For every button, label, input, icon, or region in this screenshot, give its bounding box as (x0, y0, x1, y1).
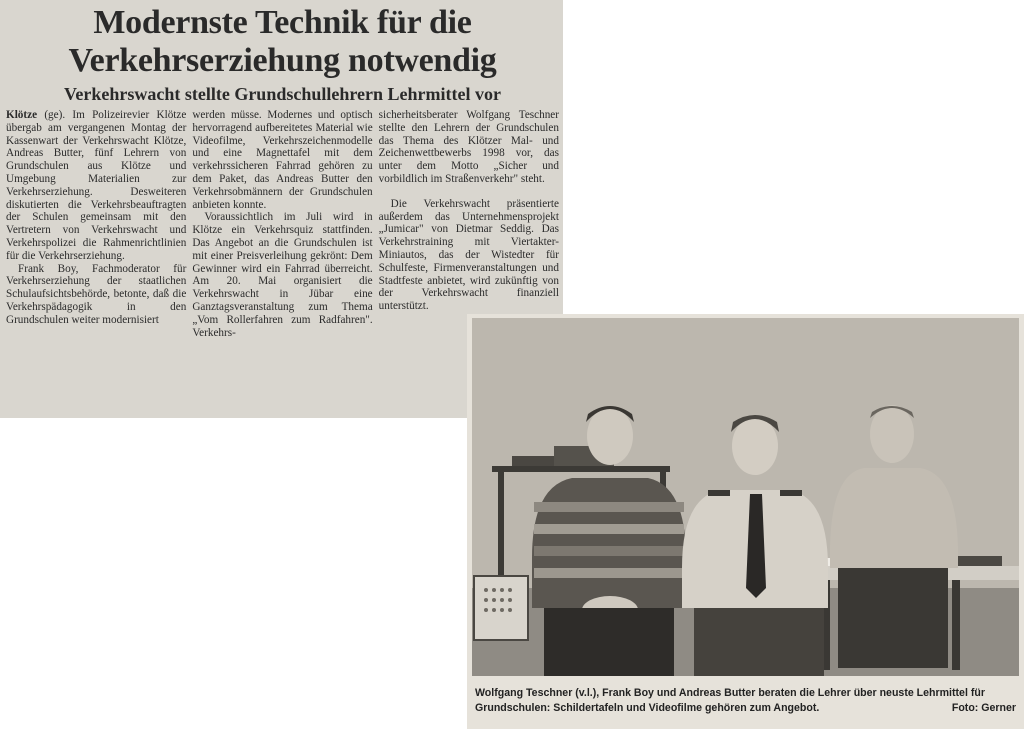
photo-block (467, 314, 1024, 729)
photo-illustration (472, 318, 1019, 676)
article-column-3 (379, 109, 559, 339)
news-photo (472, 318, 1019, 676)
photo-caption (472, 686, 1019, 716)
headline-line-2: Verkehrserziehung notwendig (68, 42, 497, 79)
article-column-1 (6, 109, 186, 339)
article-column-2 (192, 109, 372, 339)
paragraph: Frank Boy, Fachmoderator für Verkehrserziehung der staatlichen Schulaufsichtsbehörde, betonte, daß die Verkehrspädagogik in den Grundschulen weiter modernisiert (6, 262, 187, 326)
subheadline: Verkehrswacht stellte Grundschullehrern Lehrmittel vor (64, 84, 501, 104)
headline (6, 4, 559, 80)
dateline: Klötze (6, 109, 38, 121)
paragraph: Die Verkehrswacht präsentierte außerdem das Unternehmensprojekt „Jumicar" von Dietmar Seddig. Das Verkehrstraining mit Viertakter-Miniautos, das der Wistedter für Schulfeste, Firmenveranstaltungen und Stadtfeste anbietet, wird zukünftig von der Verkehrswacht finanziell unterstützt. (378, 197, 559, 313)
article-body (6, 109, 559, 339)
photo-credit: Foto: Gerner (951, 702, 1016, 714)
caption-text: Wolfgang Teschner (v.l.), Frank Boy und Andreas Butter beraten die Lehrer über neuste Lehrmittel für Grundschulen: Schildertafeln und Videofilme gehören zum Angebot. (475, 687, 985, 714)
paragraph (6, 109, 186, 263)
paragraph: sicherheitsberater Wolfgang Teschner stellte den Lehrern der Grundschulen das Thema des Klötzer Mal- und Zeichenwettbewerbs 1998 vor, das unter dem Motto „Sicher und vorbildlich im Straßenverkehr" steht. (378, 109, 559, 185)
paragraph-text: (ge). Im Polizeirevier Klötze übergab am vergangenen Montag der Kassenwart der Verkehrswacht Klötze, Andreas Butter, fünf Lehrern von Grundschulen aus Klötze und Umgebung Materialien zur Verkehrserziehung. Desweiteren diskutierten die Verkehrsbeauftragten der Schulen gemeinsam mit den Vertretern von Verkehrswacht und Verkehrspolizei die Rahmenrichtlinien für die Verkehrserziehung. (6, 109, 187, 262)
headline-line-1: Modernste Technik für die (93, 4, 472, 41)
paragraph: Voraussichtlich im Juli wird in Klötze ein Verkehrsquiz stattfinden. Das Angebot an die Grundschulen ist mit einer Preisverleihung gekrönt: Dem Gewinner wird ein Fahrrad überreicht. Am 20. Mai organisiert die Verkehrswacht in Jübar eine Ganztagsveranstaltung zum Thema „Vom Rollerfahren zum Radfahren". Verkehrs- (192, 211, 373, 339)
paragraph: werden müsse. Modernes und optisch hervorragend aufbereitetes Material wie Videofilme, Verkehrszeichenmodelle und eine Magnettafel mit dem verkehrssicheren Fahrrad gehören zu dem Paket, das Andreas Butter den Verkehrsobmännern der Grundschulen anbieten konnte. (192, 109, 373, 211)
